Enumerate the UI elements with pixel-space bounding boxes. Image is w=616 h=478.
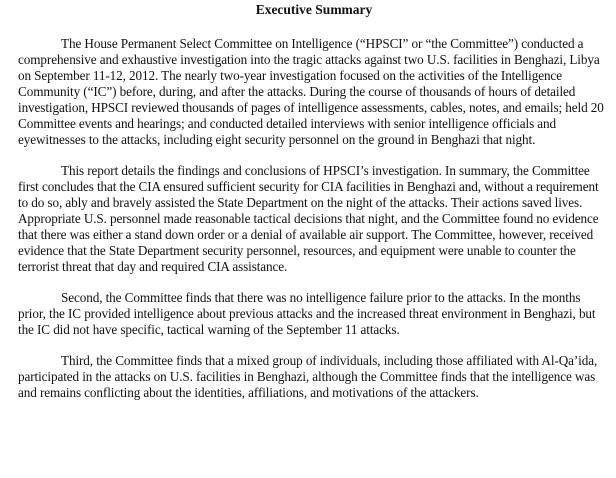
- page-title: Executive Summary: [255, 2, 373, 17]
- paragraph-3: Second, the Committee finds that there was no intelligence failure prior to the attacks. In the months prior, the IC provided intelligence about previous attacks and the increased threat environment in Benghazi, but the IC did not have specific, tactical warning of the September 11 attacks.: [18, 290, 596, 337]
- paragraph-1: The House Permanent Select Committee on Intelligence (“HPSCI” or “the Committee”) conducted a comprehensive and exhaustive investigation into the tragic attacks against two U.S. facilities in Benghazi, Libya on September 11-12, 2012. The nearly two-year investigation focused on the activities of the Intelligence Community (“IC”) before, during, and after the attacks. During the course of thousands of hours of detailed investigation, HPSCI reviewed thousands of pages of intelligence assessments, cables, notes, and emails; held 20 Committee events and hearings; and conducted detailed interviews with senior intelligence officials and eyewitnesses to the attacks, including eight security personnel on the ground in Benghazi that night.: [18, 36, 604, 147]
- paragraph-2: This report details the findings and conclusions of HPSCI’s investigation. In summary, the Committee first concludes that the CIA ensured sufficient security for CIA facilities in Benghazi and, without a requirement to do so, ably and bravely assisted the State Department on the night of the attacks. Their actions saved lives. Appropriate U.S. personnel made reasonable tactical decisions that night, and the Committee found no evidence that there was either a stand down order or a denial of available air support. The Committee, however, received evidence that the State Department security personnel, resources, and equipment were unable to counter the terrorist threat that day and required CIA assistance.: [18, 163, 599, 274]
- paragraph-4: Third, the Committee finds that a mixed group of individuals, including those affiliated with Al-Qa’ida, participated in the attacks on U.S. facilities in Benghazi, although the Committee finds that the intelligence was and remains conflicting about the identities, affiliations, and motivations of the attackers.: [18, 353, 598, 400]
